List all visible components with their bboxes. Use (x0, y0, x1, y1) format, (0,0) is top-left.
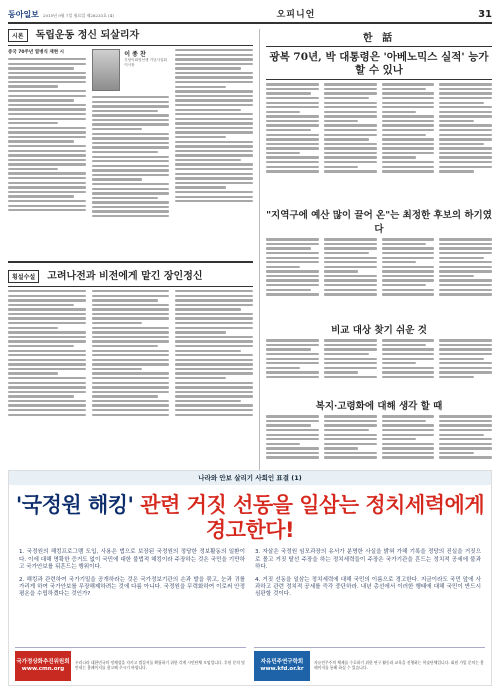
column-article (8, 29, 253, 254)
sponsor-logo (15, 651, 71, 681)
right-column (259, 29, 492, 482)
author-photo (92, 49, 121, 91)
ad-headline (9, 493, 491, 543)
advertisement (8, 470, 492, 686)
ad-body (9, 543, 491, 604)
sponsor-logo (254, 651, 310, 681)
editorial-subhead: 비교 대상 찾기 쉬운 것 (331, 325, 427, 337)
sponsor-name: 자유민주연구학회 (260, 659, 304, 665)
sponsor-url[interactable]: www.cmn.org (21, 666, 65, 672)
sponsor-description: 자유민주주의 체제를 수호하기 위한 연구 활동과 교육을 진행하는 학술단체입니다. 회원 가입 문의는 홈페이지를 통해 하실 수 있습니다. (314, 660, 484, 670)
ad-point: 2. 해킹과 관련하여 국가기밀을 공개하라는 것은 국가정보기관의 손과 발을 묶고, 눈과 귀를 가리게 하여 국가안보를 무장해제하려는 것에 다름 아니다. 국정원을 무력화하여 이로써 안정평온을 수립하겠다는 것인가? (19, 576, 245, 598)
ad-banner: 나라와 안보 살리기 사회인 표결 (1) (9, 471, 491, 485)
article-text-block (8, 58, 86, 211)
column-kicker: 시론 (8, 29, 28, 42)
paper-logo (8, 9, 114, 20)
sponsor-name: 국가정상화추진위원회 (16, 659, 70, 665)
byline (92, 49, 170, 91)
article-text-block (175, 290, 253, 458)
editorial-section-label: 한 話 (266, 29, 492, 47)
ad-footer (15, 647, 485, 681)
article-text-block (92, 290, 170, 458)
masthead (8, 6, 492, 24)
ad-point: 1. 국정원의 해킹프로그램 도입, 사용은 법으로 보장된 국정원의 정당한 정보활동의 일환이다. 이에 대해 명확한 증거도 없이 국민에 대한 불법적 해킹이라 주장하는 것은 국민을 기만하고 국가안보를 뒤흔드는 행위이다. (19, 549, 245, 570)
essay-kicker: 횡설수설 (8, 270, 39, 283)
sponsor-org (254, 647, 485, 681)
sponsor-url[interactable]: www.kfd.or.kr (260, 666, 304, 672)
author-name: 이 종 찬 (124, 51, 146, 58)
section-title: 오피니언 (276, 10, 316, 20)
editorial-subhead: 복지·고령화에 대해 생각 할 때 (315, 401, 443, 413)
ad-point: 3. 자살은 국정원 임모과장의 유서가 분명한 사실을 밝혀 가해 기록을 정당의 진실을 거짓으로 몰고 거짓 탈선 주장을 하는 정치세력들이 주장은 국가기관을 흔드는 정치적 공세에 불과하다. (255, 549, 481, 570)
sponsor-org (15, 647, 246, 681)
ad-headline-part2: 관련 거짓 선동을 일삼는 정치세력에게 경고한다! (140, 493, 485, 543)
articles-area (8, 29, 492, 482)
page-number: 31 (478, 9, 492, 20)
author-title: 우당이회영선생 기념사업회 이사장 (124, 58, 168, 67)
ad-point: 4. 거짓 선동을 일삼는 정치세력에 대해 국민의 이름으로 경고한다. 지금이라도 국민 앞에 사과하고 관련 정치적 공세를 즉각 중단하라. 내년 총선에서 이러한 행태에 대해 국민이 반드시 심판할 것이다. (255, 576, 481, 598)
essay-article (8, 270, 253, 458)
inset-label: 중국 70주년 열병식 재현 시 (8, 50, 64, 55)
editorial-headline: 광복 70년, 박 대통령은 '아베노믹스 실적' 능가할 수 있나 (269, 51, 489, 76)
editorial-subhead: "지역구에 예산 많이 끌어 온"는 최정한 후보의 하기였다 (266, 210, 492, 236)
article-text-block (8, 290, 86, 458)
date-line: 2015년 9월 7일 월요일 제28233호 (4) (42, 13, 114, 18)
left-column (8, 29, 253, 482)
article-text-block (92, 96, 170, 217)
article-text-block (175, 49, 253, 202)
paper-name: 동아일보 (8, 9, 39, 19)
sponsor-description: 우리나라 대한민국의 정체성을 지키고 법질서를 확립하기 위한 각계 시민단체 모임입니다. 후원 문의 및 안내는 홈페이지를 참고해 주시기 바랍니다. (75, 660, 245, 670)
ad-headline-part1: '국정원 해킹' (15, 493, 134, 517)
column-headline: 독립운동 정신 되살리자 (35, 29, 140, 41)
essay-headline: 고려나전과 비전에게 맡긴 장인정신 (47, 270, 203, 282)
